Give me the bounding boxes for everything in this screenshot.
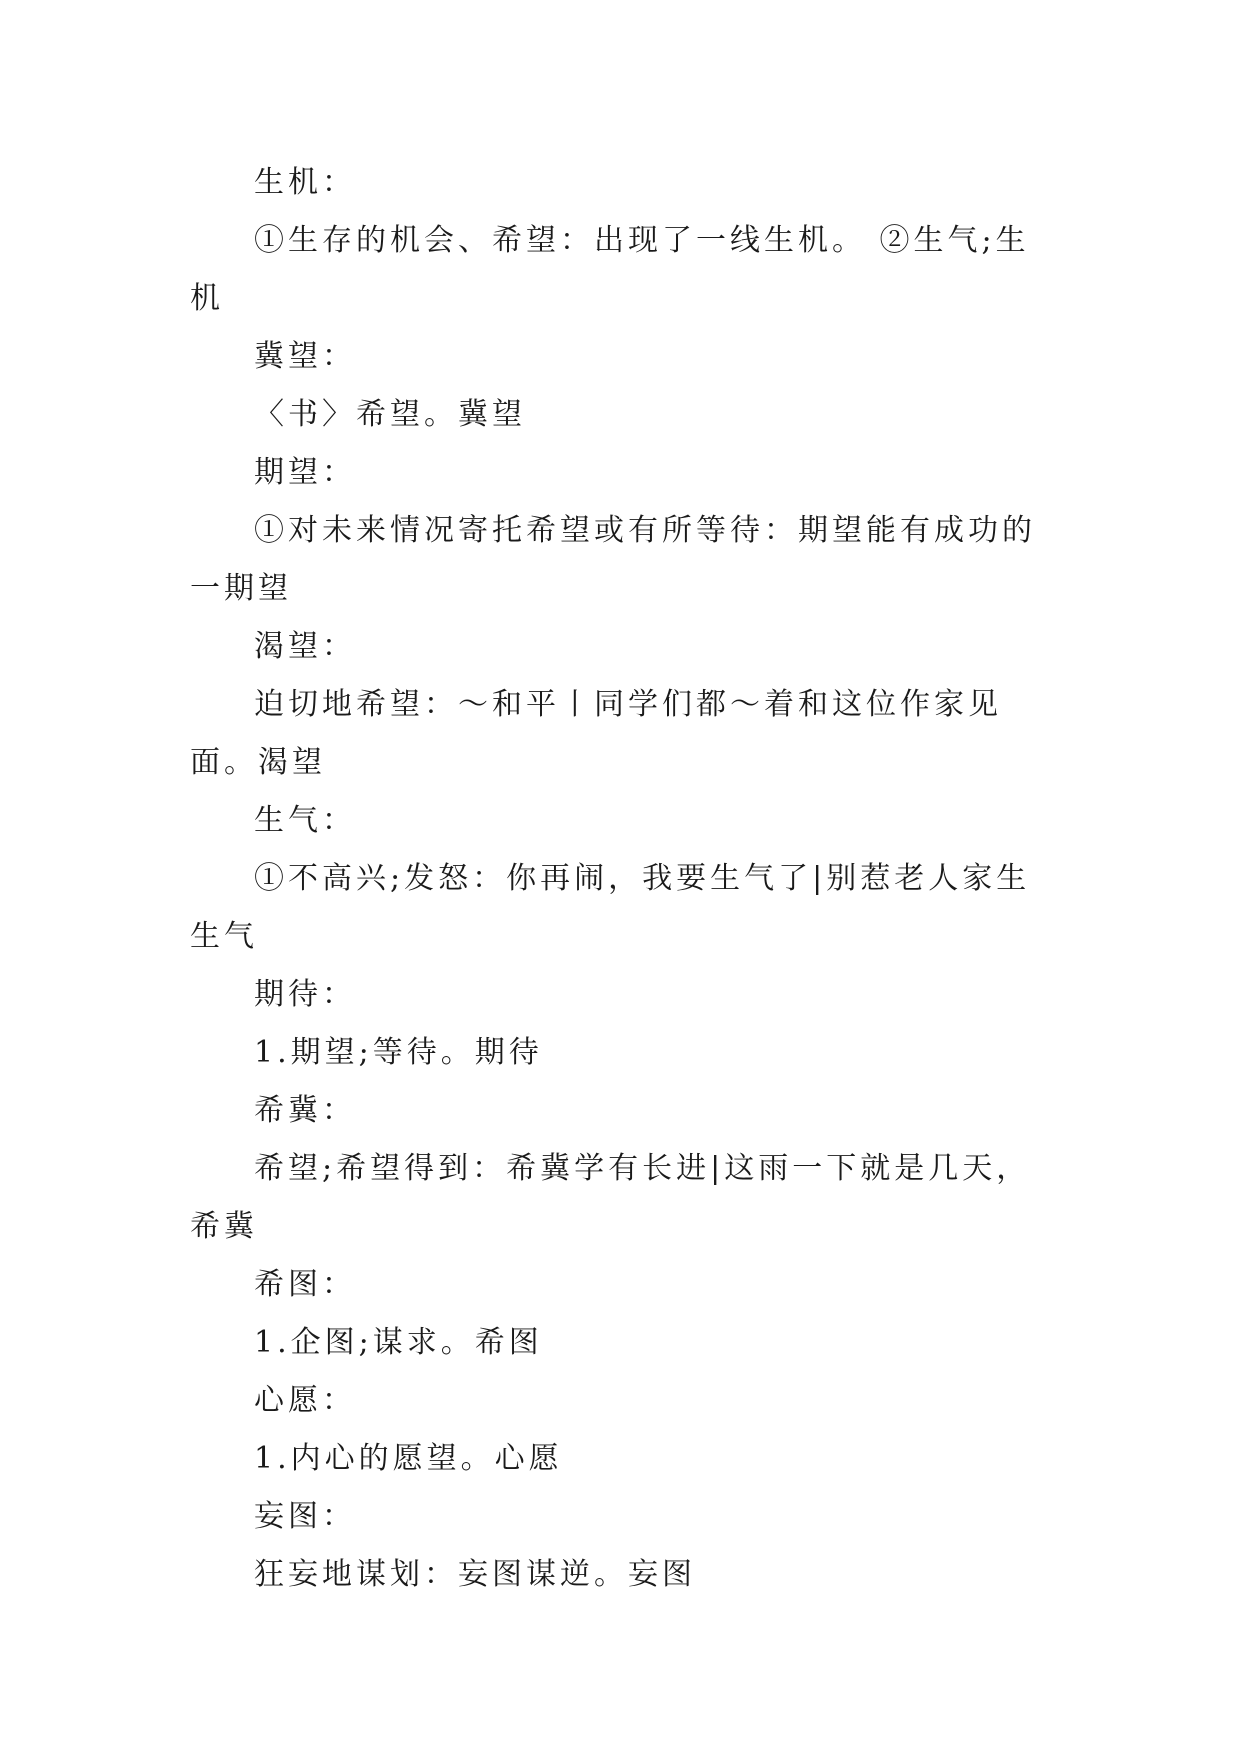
paragraph-term: 渴望： [254, 629, 356, 664]
paragraph-term: 妄图： [254, 1499, 356, 1534]
paragraph-term: 期待： [254, 977, 356, 1012]
paragraph-term: 期望： [254, 455, 356, 490]
paragraph-definition: 1.企图;谋求。希图 [254, 1325, 543, 1360]
paragraph-definition: 狂妄地谋划：妄图谋逆。妄图 [254, 1557, 696, 1592]
paragraph-definition: 〈书〉希望。冀望 [254, 397, 526, 432]
paragraph-term: 希图： [254, 1267, 356, 1302]
paragraph-term: 生机： [254, 165, 356, 200]
paragraph-term: 心愿： [254, 1383, 356, 1418]
paragraph-definition: 1.期望;等待。期待 [254, 1035, 543, 1070]
paragraph-term: 希冀： [254, 1093, 356, 1128]
paragraph-term: 冀望： [254, 339, 356, 374]
paragraph-definition: 希望;希望得到：希冀学有长进|这雨一下就是几天，希冀 [190, 1151, 1031, 1244]
paragraph-definition: ①对未来情况寄托希望或有所等待：期望能有成功的一期望 [190, 513, 1036, 606]
paragraph-definition: 1.内心的愿望。心愿 [254, 1441, 563, 1476]
paragraph-definition: 迫切地希望：～和平丨同学们都～着和这位作家见面。渴望 [190, 687, 1002, 780]
paragraph-definition: ①生存的机会、希望：出现了一线生机。 ②生气;生机 [190, 223, 1030, 316]
document-body [190, 154, 1050, 1604]
paragraph-term: 生气： [254, 803, 356, 838]
paragraph-definition: ①不高兴;发怒：你再闹，我要生气了|别惹老人家生生气 [190, 861, 1031, 954]
